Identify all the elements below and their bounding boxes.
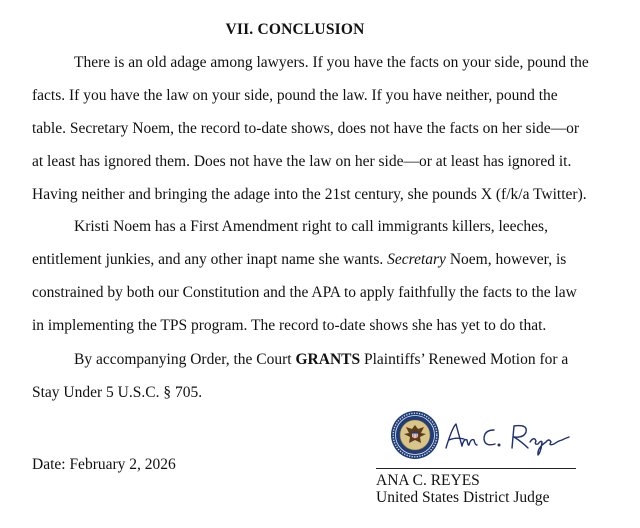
paragraph-first-amendment-lead: Kristi Noem has a First Amendment right to call immigrants killers, leeches, entitlement junkies, and any other inapt name she wants. [32, 218, 548, 268]
paragraph-adage [32, 46, 592, 211]
paragraph-order [32, 343, 592, 409]
paragraph-first-amendment-tail: Noem, however, is constrained by both our Constitution and the APA to apply faithfully the facts to the law in implementing the TPS program. The record to-date shows she has yet to do that. [32, 251, 577, 334]
signature-line [376, 468, 576, 469]
handwritten-signature-icon [442, 418, 572, 458]
signer-title: United States District Judge [376, 489, 550, 506]
paragraph-order-lead: By accompanying Order, the Court [74, 351, 296, 368]
paragraph-adage-text: There is an old adage among lawyers. If you have the facts on your side, pound the facts. If you have the law on your side, pound the law. If you have neither, pound the table. Secretary Noem, the record to-date shows, does not have the facts on her side—or at least has ignored them. Does not have the law on her side—or at least has ignored it. Having neither and bringing the adage into the 21st century, she pounds X (f/k/a Twitter). [32, 54, 589, 203]
district-court-seal-icon [390, 410, 440, 460]
paragraph-first-amendment-italic: Secretary [387, 251, 446, 268]
paragraph-order-tail: Plaintiffs’ Renewed Motion for a Stay Under 5 U.S.C. § 705. [32, 351, 569, 401]
paragraph-first-amendment [32, 210, 592, 342]
order-date: Date: February 2, 2026 [32, 456, 176, 473]
signer-name: ANA C. REYES [376, 472, 480, 489]
paragraph-order-bold: GRANTS [295, 351, 361, 368]
section-heading: VII. CONCLUSION [225, 21, 365, 38]
